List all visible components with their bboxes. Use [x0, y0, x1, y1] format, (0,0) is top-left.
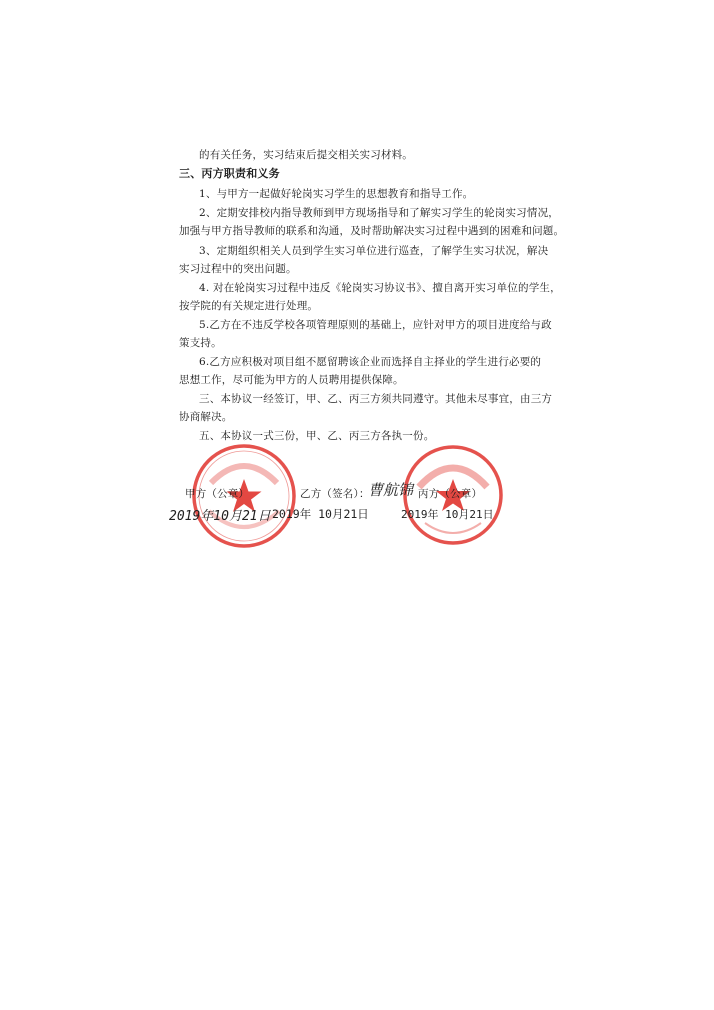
body-line: 4. 对在轮岗实习过程中违反《轮岗实习协议书》、擅自离开实习单位的学生，	[199, 282, 561, 294]
party-b-signature: 曹航锦	[368, 481, 414, 499]
party-a-label: 甲方（公章）	[185, 488, 250, 500]
body-line: 2、定期安排校内指导教师到甲方现场指导和了解实习学生的轮岗实习情况，	[199, 207, 559, 219]
body-line: 三、本协议一经签订，甲、乙、丙三方须共同遵守。其他未尽事宜，由三方	[199, 393, 553, 405]
body-line: 加强与甲方指导教师的联系和沟通，及时帮助解决实习过程中遇到的困难和问题。	[179, 225, 565, 237]
body-line: 6.乙方应积极对项目组不愿留聘该企业而选择自主择业的学生进行必要的	[199, 356, 542, 368]
body-line: 策支持。	[179, 337, 222, 349]
body-line: 3、定期组织相关人员到学生实习单位进行巡查，了解学生实习状况，解决	[199, 245, 549, 257]
party-c-label: 丙方（公章）	[418, 488, 483, 500]
party-a-date: 2019年10月21日	[169, 509, 271, 524]
body-line: 协商解决。	[179, 411, 233, 423]
party-c-date: 2019年 10月21日	[401, 508, 494, 521]
body-line: 的有关任务，实习结束后提交相关实习材料。	[199, 149, 413, 161]
section-heading: 三、丙方职责和义务	[179, 167, 280, 180]
body-line: 五、本协议一式三份，甲、乙、丙三方各执一份。	[199, 430, 435, 442]
body-line: 5.乙方在不违反学校各项管理原则的基础上，应针对甲方的项目进度给与政	[199, 319, 552, 331]
party-b-label: 乙方（签名）：	[300, 488, 370, 500]
body-line: 实习过程中的突出问题。	[179, 263, 297, 275]
party-b-date: 2019年 10月21日	[272, 507, 369, 521]
body-line: 1、与甲方一起做好轮岗实习学生的思想教育和指导工作。	[199, 188, 474, 200]
body-line: 思想工作，尽可能为甲方的人员聘用提供保障。	[179, 374, 404, 386]
body-line: 按学院的有关规定进行处理。	[179, 300, 319, 312]
